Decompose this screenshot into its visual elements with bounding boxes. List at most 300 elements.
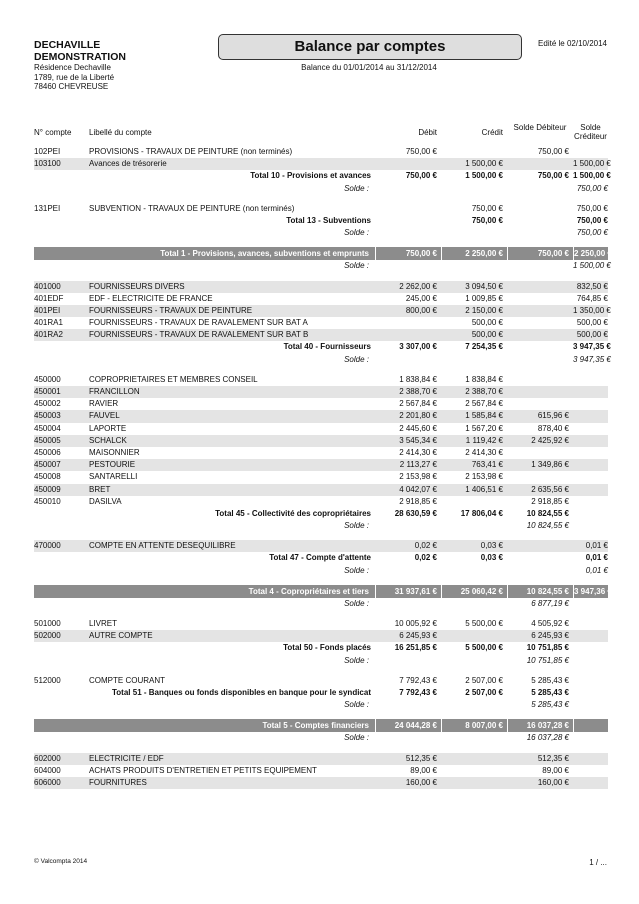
debit-cell: 2 262,00 € — [375, 281, 441, 293]
account-label: Solde : — [344, 521, 369, 531]
debit-cell — [375, 260, 441, 272]
account-number — [34, 227, 89, 239]
credit-cell — [441, 565, 507, 577]
credit-cell: 0,03 € — [480, 553, 503, 563]
table-body — [34, 146, 612, 789]
table-row — [34, 540, 608, 552]
debit-cell: 7 792,43 € — [399, 675, 437, 685]
table-row — [34, 484, 608, 496]
account-number — [34, 170, 89, 182]
balance-credit-cell — [573, 423, 608, 435]
table-row — [34, 471, 608, 483]
balance-debit-cell — [507, 260, 573, 272]
balance-debit-cell — [507, 374, 573, 386]
account-number: 401PEI — [34, 305, 89, 317]
company-address-line2: 1789, rue de la Liberté — [34, 72, 115, 82]
balance-credit-cell: 500,00 € — [576, 318, 608, 328]
row-spacer — [34, 711, 608, 719]
table-row — [34, 317, 608, 329]
debit-cell: 160,00 € — [375, 777, 441, 789]
subtotal-row — [34, 642, 608, 654]
balance-credit-cell: 1 500,00 € — [573, 261, 611, 271]
account-label: Solde : — [344, 733, 369, 743]
balance-credit-cell — [573, 630, 608, 642]
balance-debit-cell: 5 285,43 € — [531, 700, 569, 710]
credit-cell: 3 094,50 € — [441, 281, 507, 293]
balance-debit-cell: 10 751,85 € — [526, 643, 569, 653]
balance-debit-cell: 2 635,56 € — [507, 484, 573, 496]
credit-cell: 1 119,42 € — [441, 435, 507, 447]
balance-debit-cell — [507, 317, 573, 329]
account-number — [34, 565, 89, 577]
balance-credit-cell — [573, 484, 608, 496]
balance-debit-cell — [507, 281, 573, 293]
balance-debit-cell: 2 918,85 € — [531, 496, 569, 506]
company-address-line1: Résidence Dechaville — [34, 63, 111, 72]
account-label: Solde : — [344, 354, 369, 364]
credit-cell: 25 060,42 € — [441, 585, 507, 598]
credit-cell: 5 500,00 € — [465, 619, 503, 628]
table-row — [34, 777, 608, 789]
balance-credit-cell — [573, 386, 608, 398]
company-name-line1: DECHAVILLE — [34, 39, 101, 51]
balance-debit-cell — [507, 354, 573, 366]
header-account-number: N° compte — [34, 128, 72, 137]
balance-credit-cell: 3 947,36 € — [574, 586, 612, 596]
account-label: DASILVA — [89, 496, 122, 506]
balance-debit-cell — [507, 203, 573, 215]
account-label: COMPTE COURANT — [89, 675, 165, 685]
balance-row — [34, 354, 611, 366]
balance-credit-cell — [573, 146, 608, 158]
balance-debit-cell — [507, 471, 573, 483]
balance-debit-cell — [507, 183, 573, 195]
subtotal-row — [34, 687, 608, 699]
debit-cell: 3 307,00 € — [399, 342, 437, 352]
account-number — [34, 732, 89, 744]
account-label: COMPTE EN ATTENTE DESEQUILIBRE — [89, 540, 375, 552]
table-row — [34, 305, 611, 317]
balance-credit-cell — [573, 435, 608, 447]
credit-cell: 1 838,84 € — [465, 374, 503, 384]
subtotal-row — [34, 215, 608, 227]
debit-cell — [375, 329, 441, 341]
balance-row — [34, 520, 608, 532]
balance-credit-cell — [573, 655, 608, 667]
account-number — [34, 354, 89, 366]
balance-credit-cell: 0,01 € — [585, 553, 608, 563]
class-total-row — [34, 719, 608, 732]
balance-credit-cell — [573, 447, 608, 459]
balance-credit-cell: 0,01 € — [585, 565, 608, 575]
balance-credit-cell — [573, 687, 608, 699]
debit-cell: 750,00 € — [375, 247, 441, 260]
class-total-row — [34, 585, 612, 598]
account-label: EDF - ELECTRICITE DE FRANCE — [89, 293, 213, 303]
debit-cell: 2 388,70 € — [375, 386, 441, 398]
balance-credit-cell: 500,00 € — [573, 329, 608, 341]
footer-copyright: © Valcompta 2014 — [34, 858, 88, 865]
balance-debit-cell: 750,00 € — [537, 171, 569, 181]
row-spacer — [34, 610, 608, 618]
balance-row — [34, 565, 608, 577]
balance-debit-cell: 4 505,92 € — [531, 619, 569, 628]
credit-cell: 2 150,00 € — [441, 305, 507, 317]
subtotal-row — [34, 170, 611, 182]
account-label: Total 51 - Banques ou fonds disponibles en banque pour le syndicat — [112, 687, 371, 697]
table-row — [34, 459, 608, 471]
header-account-label: Libellé du compte — [89, 128, 152, 137]
account-label: FOURNISSEURS - TRAVAUX DE RAVALEMENT SUR BAT A — [89, 318, 308, 328]
balance-debit-cell — [507, 215, 573, 227]
debit-cell: 800,00 € — [375, 305, 441, 317]
debit-cell: 2 918,85 € — [399, 496, 437, 506]
balance-credit-cell — [573, 719, 608, 732]
balance-credit-cell — [573, 598, 608, 610]
account-label: AUTRE COMPTE — [89, 630, 375, 642]
debit-cell: 750,00 € — [405, 147, 437, 156]
table-row — [34, 423, 608, 435]
account-number — [34, 687, 89, 699]
balance-debit-cell: 16 037,28 € — [507, 719, 573, 732]
credit-cell — [441, 753, 507, 765]
debit-cell: 89,00 € — [410, 765, 437, 775]
balance-credit-cell: 750,00 € — [576, 203, 608, 213]
credit-cell: 1 500,00 € — [441, 158, 507, 170]
credit-cell — [441, 598, 507, 610]
balance-row — [34, 655, 608, 667]
account-label: FOURNISSEURS - TRAVAUX DE PEINTURE — [89, 305, 375, 317]
balance-debit-cell — [507, 447, 573, 459]
debit-cell: 245,00 € — [405, 293, 437, 303]
debit-cell — [375, 699, 441, 711]
credit-cell: 1 567,20 € — [465, 423, 503, 433]
credit-cell — [441, 732, 507, 744]
balance-debit-cell: 750,00 € — [537, 147, 569, 156]
credit-cell — [441, 655, 507, 667]
row-spacer — [34, 239, 608, 247]
account-number — [34, 719, 89, 732]
account-label: PESTOURIE — [89, 459, 375, 471]
balance-credit-cell: 2 250,00 € — [574, 249, 612, 259]
balance-credit-cell — [573, 618, 608, 630]
balance-debit-cell: 512,35 € — [507, 753, 573, 765]
debit-cell: 4 042,07 € — [375, 484, 441, 496]
company-address-line3: 78460 CHEVREUSE — [34, 82, 109, 91]
account-label: FAUVEL — [89, 410, 375, 422]
account-number — [34, 585, 89, 598]
debit-cell: 1 838,84 € — [399, 374, 437, 384]
account-label: SCHALCK — [89, 435, 375, 447]
debit-cell — [375, 354, 441, 366]
header-debit: Débit — [418, 128, 437, 137]
account-number — [34, 520, 89, 532]
balance-credit-cell — [573, 496, 608, 508]
table-row — [34, 158, 611, 170]
account-label: BRET — [89, 484, 375, 496]
debit-cell: 2 153,98 € — [399, 472, 437, 482]
account-number — [34, 552, 89, 564]
balance-debit-cell: 10 751,85 € — [526, 655, 569, 665]
credit-cell — [441, 183, 507, 195]
account-label: Solde : — [344, 228, 369, 238]
balance-credit-cell: 3 947,35 € — [573, 354, 611, 364]
balance-debit-cell: 2 425,92 € — [507, 435, 573, 447]
account-label: Solde : — [344, 565, 369, 575]
balance-credit-cell: 764,85 € — [576, 293, 608, 303]
debit-cell: 0,02 € — [414, 553, 437, 563]
account-number: 450006 — [34, 447, 61, 457]
debit-cell — [375, 598, 441, 610]
table-row — [34, 410, 608, 422]
debit-cell — [375, 227, 441, 239]
table-row — [34, 765, 608, 777]
balance-debit-cell — [507, 158, 573, 170]
debit-cell — [375, 520, 441, 532]
account-number: 604000 — [34, 765, 61, 775]
account-label: ACHATS PRODUITS D'ENTRETIEN ET PETITS EQUIPEMENT — [89, 765, 317, 775]
balance-credit-cell: 1 500,00 € — [573, 158, 608, 170]
row-spacer — [34, 745, 608, 753]
row-spacer — [34, 532, 608, 540]
credit-cell: 1 406,51 € — [441, 484, 507, 496]
balance-debit-cell: 10 824,55 € — [507, 585, 573, 598]
report-title: Balance par comptes — [218, 34, 522, 60]
debit-cell: 2 567,84 € — [399, 399, 437, 409]
row-spacer — [34, 667, 608, 675]
credit-cell: 1 500,00 € — [465, 171, 503, 181]
table-row — [34, 293, 608, 305]
account-number: 450005 — [34, 435, 89, 447]
account-number: 512000 — [34, 675, 61, 685]
account-label: Total 13 - Subventions — [286, 215, 371, 225]
debit-cell: 31 937,61 € — [375, 585, 441, 598]
balance-debit-cell: 10 824,55 € — [526, 521, 569, 531]
credit-cell: 750,00 € — [471, 215, 503, 225]
account-label: Total 5 - Comptes financiers — [262, 721, 369, 731]
table-row — [34, 753, 608, 765]
account-label: Total 4 - Copropriétaires et tiers — [248, 586, 369, 596]
table-row — [34, 447, 608, 459]
debit-cell: 7 792,43 € — [399, 687, 437, 697]
balance-debit-cell: 160,00 € — [507, 777, 573, 789]
balance-debit-cell — [507, 540, 573, 552]
debit-cell — [375, 183, 441, 195]
balance-debit-cell: 1 349,86 € — [507, 459, 573, 471]
table-row — [34, 374, 608, 386]
credit-cell: 0,03 € — [441, 540, 507, 552]
account-label: COPROPRIETAIRES ET MEMBRES CONSEIL — [89, 374, 258, 384]
subtotal-row — [34, 552, 608, 564]
account-number: 401RA1 — [34, 318, 63, 328]
balance-credit-cell: 3 947,35 € — [573, 342, 611, 352]
account-label: Total 1 - Provisions, avances, subventions et emprunts — [160, 249, 369, 259]
debit-cell: 24 044,28 € — [375, 719, 441, 732]
balance-debit-cell — [507, 398, 573, 410]
table-row — [34, 618, 608, 630]
header-credit: Crédit — [481, 128, 503, 137]
account-number: 450003 — [34, 410, 89, 422]
class-total-row — [34, 247, 612, 260]
account-number: 502000 — [34, 630, 89, 642]
balance-row — [34, 732, 608, 744]
account-label: RAVIER — [89, 399, 119, 409]
balance-credit-cell — [573, 508, 608, 520]
account-number — [34, 655, 89, 667]
header-balance-debit: Solde Débiteur — [513, 123, 567, 132]
account-label: Total 50 - Fonds placés — [283, 643, 371, 653]
account-label: SUBVENTION - TRAVAUX DE PEINTURE (non terminés) — [89, 203, 295, 213]
credit-cell: 2 507,00 € — [465, 687, 503, 697]
account-number: 470000 — [34, 540, 89, 552]
account-label: Solde : — [344, 700, 369, 710]
balance-row — [34, 183, 608, 195]
balance-debit-cell: 5 285,43 € — [531, 687, 569, 697]
credit-cell — [441, 354, 507, 366]
table-row — [34, 675, 608, 687]
account-label: Total 10 - Provisions et avances — [250, 171, 371, 181]
account-label: FOURNITURES — [89, 777, 375, 789]
account-label: ELECTRICITE / EDF — [89, 753, 375, 765]
credit-cell — [441, 227, 507, 239]
account-label: Solde : — [344, 183, 369, 193]
balance-credit-cell — [573, 520, 608, 532]
subtotal-row — [34, 508, 608, 520]
balance-debit-cell: 89,00 € — [542, 765, 569, 775]
credit-cell: 2 153,98 € — [465, 472, 503, 482]
account-number: 450007 — [34, 459, 89, 471]
subtotal-row — [34, 341, 611, 353]
account-label: Solde : — [344, 261, 369, 271]
credit-cell: 17 806,04 € — [460, 508, 503, 518]
debit-cell: 2 201,80 € — [375, 410, 441, 422]
credit-cell: 2 388,70 € — [441, 386, 507, 398]
row-spacer — [34, 577, 608, 585]
credit-cell: 2 250,00 € — [441, 247, 507, 260]
table-row — [34, 398, 608, 410]
row-spacer — [34, 195, 608, 203]
balance-debit-cell — [507, 293, 573, 305]
balance-credit-cell: 750,00 € — [576, 183, 608, 193]
credit-cell: 750,00 € — [471, 203, 503, 213]
balance-debit-cell: 750,00 € — [507, 247, 573, 260]
credit-cell — [441, 777, 507, 789]
account-label: FOURNISSEURS - TRAVAUX DE RAVALEMENT SUR BAT B — [89, 329, 375, 341]
credit-cell: 500,00 € — [441, 329, 507, 341]
balance-row — [34, 260, 611, 272]
account-label: Total 47 - Compte d'attente — [269, 553, 371, 563]
balance-credit-cell: 750,00 € — [576, 228, 608, 238]
account-label: Total 40 - Fournisseurs — [283, 342, 371, 352]
table-row — [34, 435, 608, 447]
account-number — [34, 215, 89, 227]
balance-credit-cell: 1 350,00 € — [573, 305, 608, 317]
debit-cell — [375, 203, 441, 215]
balance-debit-cell: 6 877,19 € — [531, 598, 569, 608]
account-number — [34, 642, 89, 654]
account-number: 103100 — [34, 158, 89, 170]
account-number: 450004 — [34, 423, 61, 433]
account-number: 102PEI — [34, 147, 61, 156]
account-number — [34, 247, 89, 260]
balance-debit-cell — [507, 329, 573, 341]
edit-date: Edité le 02/10/2014 — [538, 39, 607, 48]
row-spacer — [34, 273, 608, 281]
balance-credit-cell — [573, 699, 608, 711]
report-period: Balance du 01/01/2014 au 31/12/2014 — [301, 63, 437, 72]
account-number: 501000 — [34, 619, 61, 628]
balance-credit-cell — [573, 459, 608, 471]
credit-cell — [441, 146, 507, 158]
account-label: Avances de trésorerie — [89, 158, 375, 170]
account-label: Total 45 - Collectivité des copropriétaires — [215, 508, 371, 518]
header-balance-credit: Solde Créditeur — [574, 123, 607, 141]
credit-cell: 1 009,85 € — [465, 293, 503, 303]
account-number: 450008 — [34, 472, 61, 482]
account-number: 450001 — [34, 386, 89, 398]
debit-cell: 2 445,60 € — [399, 423, 437, 433]
credit-cell: 2 507,00 € — [465, 675, 503, 685]
balance-debit-cell: 16 037,28 € — [526, 733, 569, 743]
account-number: 401EDF — [34, 293, 64, 303]
credit-cell — [441, 630, 507, 642]
balance-credit-cell — [573, 642, 608, 654]
table-row — [34, 386, 608, 398]
account-label: Solde : — [344, 655, 369, 665]
credit-cell: 2 567,84 € — [465, 399, 503, 409]
balance-credit-cell: 0,01 € — [573, 540, 608, 552]
balance-debit-cell — [507, 565, 573, 577]
credit-cell — [441, 496, 507, 508]
balance-row — [34, 227, 608, 239]
debit-cell: 2 414,30 € — [399, 447, 437, 457]
balance-debit-cell — [507, 305, 573, 317]
account-number — [34, 508, 89, 520]
account-number: 450002 — [34, 399, 61, 409]
account-number — [34, 341, 89, 353]
balance-credit-cell — [573, 410, 608, 422]
balance-credit-cell — [573, 732, 608, 744]
account-label: FOURNISSEURS DIVERS — [89, 281, 375, 293]
credit-cell: 7 254,35 € — [465, 342, 503, 352]
balance-credit-cell: 1 500,00 € — [573, 171, 611, 181]
company-block — [34, 39, 214, 92]
account-label: SANTARELLI — [89, 472, 138, 482]
account-number — [34, 598, 89, 610]
account-label: FRANCILLON — [89, 386, 375, 398]
balance-debit-cell: 5 285,43 € — [531, 675, 569, 685]
debit-cell: 28 630,59 € — [394, 508, 437, 518]
row-spacer — [34, 366, 608, 374]
account-number — [34, 699, 89, 711]
credit-cell — [441, 765, 507, 777]
balance-row — [34, 598, 608, 610]
credit-cell — [441, 520, 507, 532]
account-number: 602000 — [34, 753, 89, 765]
debit-cell — [375, 565, 441, 577]
account-label: Solde : — [344, 598, 369, 608]
debit-cell — [375, 158, 441, 170]
balance-debit-cell — [507, 341, 573, 353]
account-number — [34, 183, 89, 195]
credit-cell — [441, 699, 507, 711]
footer-page-number: 1 / ... — [589, 858, 607, 867]
balance-credit-cell: 832,50 € — [573, 281, 608, 293]
debit-cell: 0,02 € — [375, 540, 441, 552]
balance-debit-cell: 10 824,55 € — [526, 508, 569, 518]
debit-cell: 16 251,85 € — [394, 643, 437, 653]
debit-cell — [375, 655, 441, 667]
